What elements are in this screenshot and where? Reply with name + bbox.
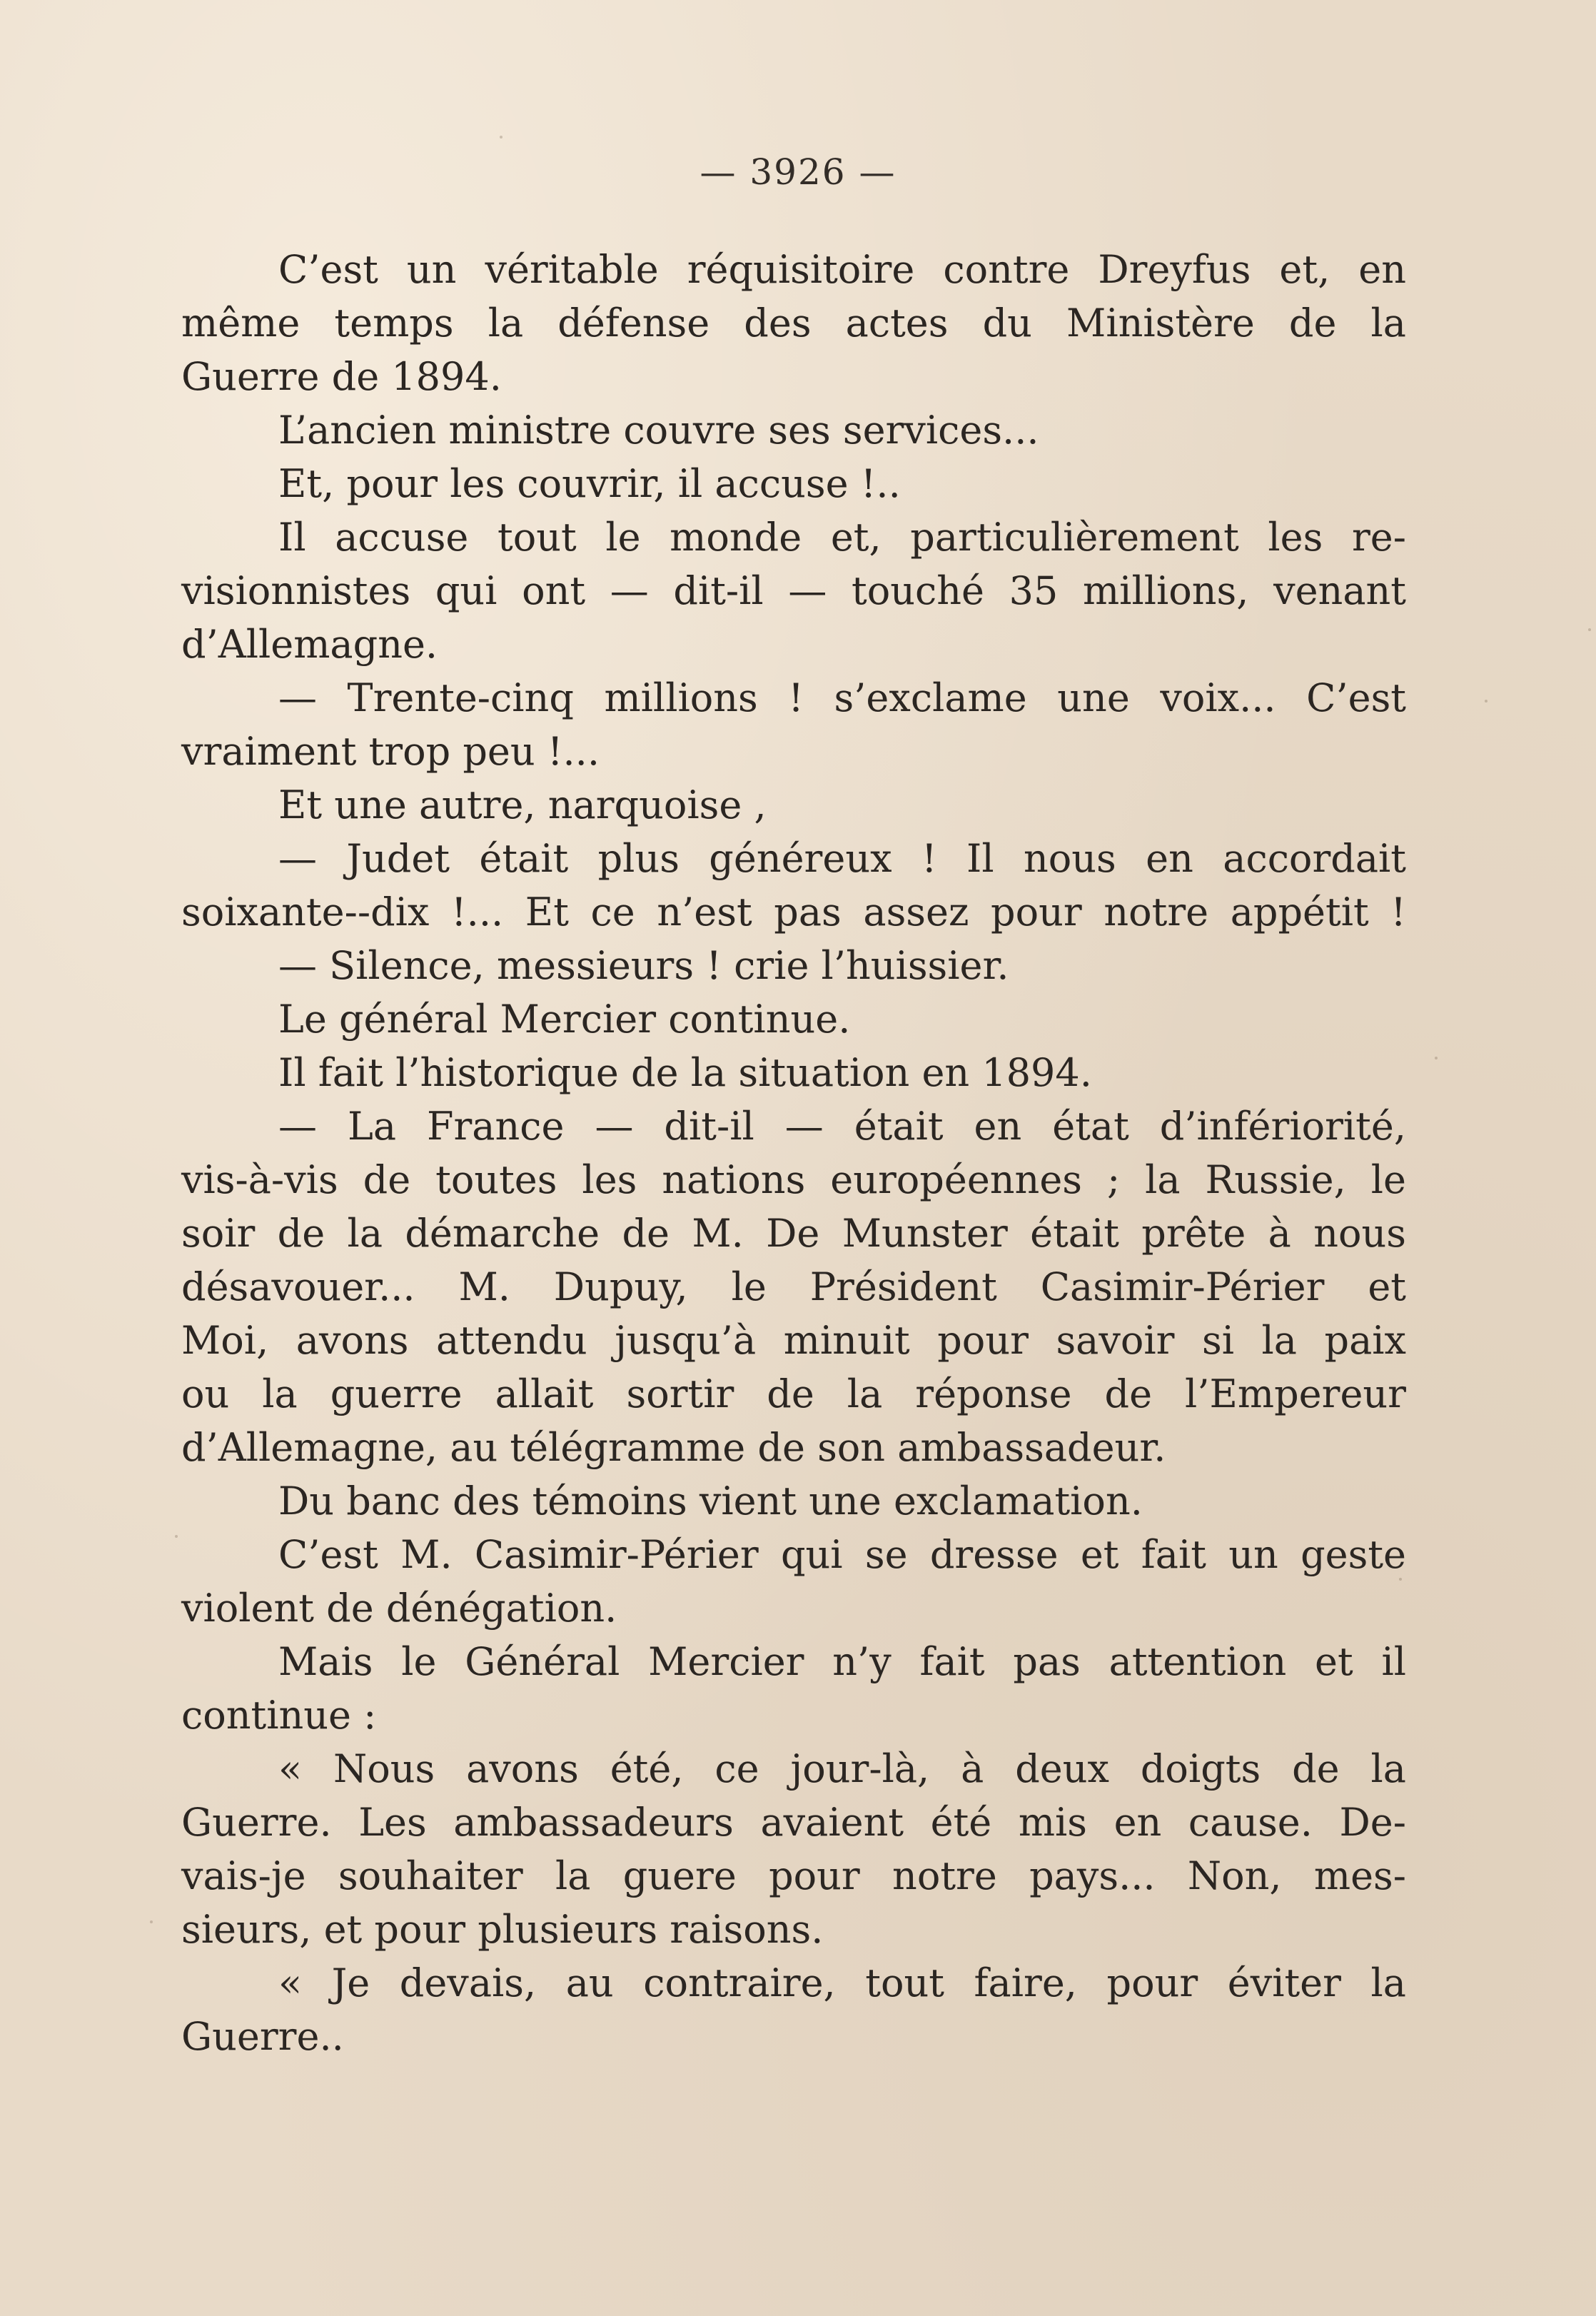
paper-speck xyxy=(175,1535,178,1538)
text-line: vais-je souhaiter la guere pour notre pays... Non, mes- xyxy=(181,1853,1406,1898)
text-line: même temps la défense des actes du Ministère de la xyxy=(181,301,1406,346)
text-line: Et, pour les couvrir, il accuse !.. xyxy=(278,461,901,506)
text-line: Et une autre, narquoise , xyxy=(278,782,767,827)
text-line: sieurs, et pour plusieurs raisons. xyxy=(181,1907,824,1952)
text-line: d’Allemagne, au télégramme de son ambassadeur. xyxy=(181,1425,1166,1470)
text-line: Mais le Général Mercier n’y fait pas attention et il xyxy=(278,1639,1406,1684)
text-line: violent de dénégation. xyxy=(181,1586,617,1631)
text-line: continue : xyxy=(181,1693,377,1738)
text-line: vis-à-vis de toutes les nations européennes ; la Russie, le xyxy=(181,1157,1406,1202)
body-text xyxy=(181,243,1406,2063)
text-line: Moi, avons attendu jusqu’à minuit pour savoir si la paix xyxy=(181,1318,1406,1363)
text-line: « Nous avons été, ce jour-là, à deux doigts de la xyxy=(278,1746,1406,1791)
text-line: Guerre.. xyxy=(181,2014,344,2059)
text-line: C’est M. Casimir-Périer qui se dresse et fait un geste xyxy=(278,1532,1406,1577)
paper-speck xyxy=(500,136,502,139)
paper-speck xyxy=(1435,1057,1438,1059)
paper-speck xyxy=(1399,1578,1402,1581)
text-line: L’ancien ministre couvre ses services... xyxy=(278,408,1039,453)
text-line: — Judet était plus généreux ! Il nous en accordait xyxy=(278,836,1406,881)
text-line: désavouer... M. Dupuy, le Président Casimir-Périer et xyxy=(181,1264,1406,1309)
text-line: C’est un véritable réquisitoire contre Dreyfus et, en xyxy=(278,247,1406,292)
text-line: Guerre de 1894. xyxy=(181,354,502,399)
text-line: Il accuse tout le monde et, particulièrement les re- xyxy=(278,515,1406,560)
text-line: Guerre. Les ambassadeurs avaient été mis en cause. De- xyxy=(181,1800,1406,1845)
text-line: visionnistes qui ont — dit-il — touché 35 millions, venant xyxy=(181,568,1406,613)
text-line: soir de la démarche de M. De Munster était prête à nous xyxy=(181,1211,1406,1256)
text-line: — La France — dit-il — était en état d’infériorité, xyxy=(278,1104,1406,1149)
paper-speck xyxy=(1485,700,1488,703)
text-line: d’Allemagne. xyxy=(181,622,438,667)
text-line: — Silence, messieurs ! crie l’huissier. xyxy=(278,943,1009,988)
text-line: soixante--dix !... Et ce n’est pas assez pour notre appétit ! xyxy=(181,890,1406,935)
text-line: vraiment trop peu !... xyxy=(181,729,600,774)
text-line: — Trente-cinq millions ! s’exclame une voix... C’est xyxy=(278,675,1406,720)
paper-speck xyxy=(1588,628,1591,631)
text-line: ou la guerre allait sortir de la réponse de l’Empereur xyxy=(181,1371,1406,1416)
page-number: — 3926 — xyxy=(699,151,897,193)
text-line: « Je devais, au contraire, tout faire, pour éviter la xyxy=(278,1960,1406,2005)
text-line: Le général Mercier continue. xyxy=(278,997,851,1042)
text-line: Du banc des témoins vient une exclamation. xyxy=(278,1479,1143,1524)
paper-speck xyxy=(150,1920,153,1923)
text-line: Il fait l’historique de la situation en 1894. xyxy=(278,1050,1092,1095)
